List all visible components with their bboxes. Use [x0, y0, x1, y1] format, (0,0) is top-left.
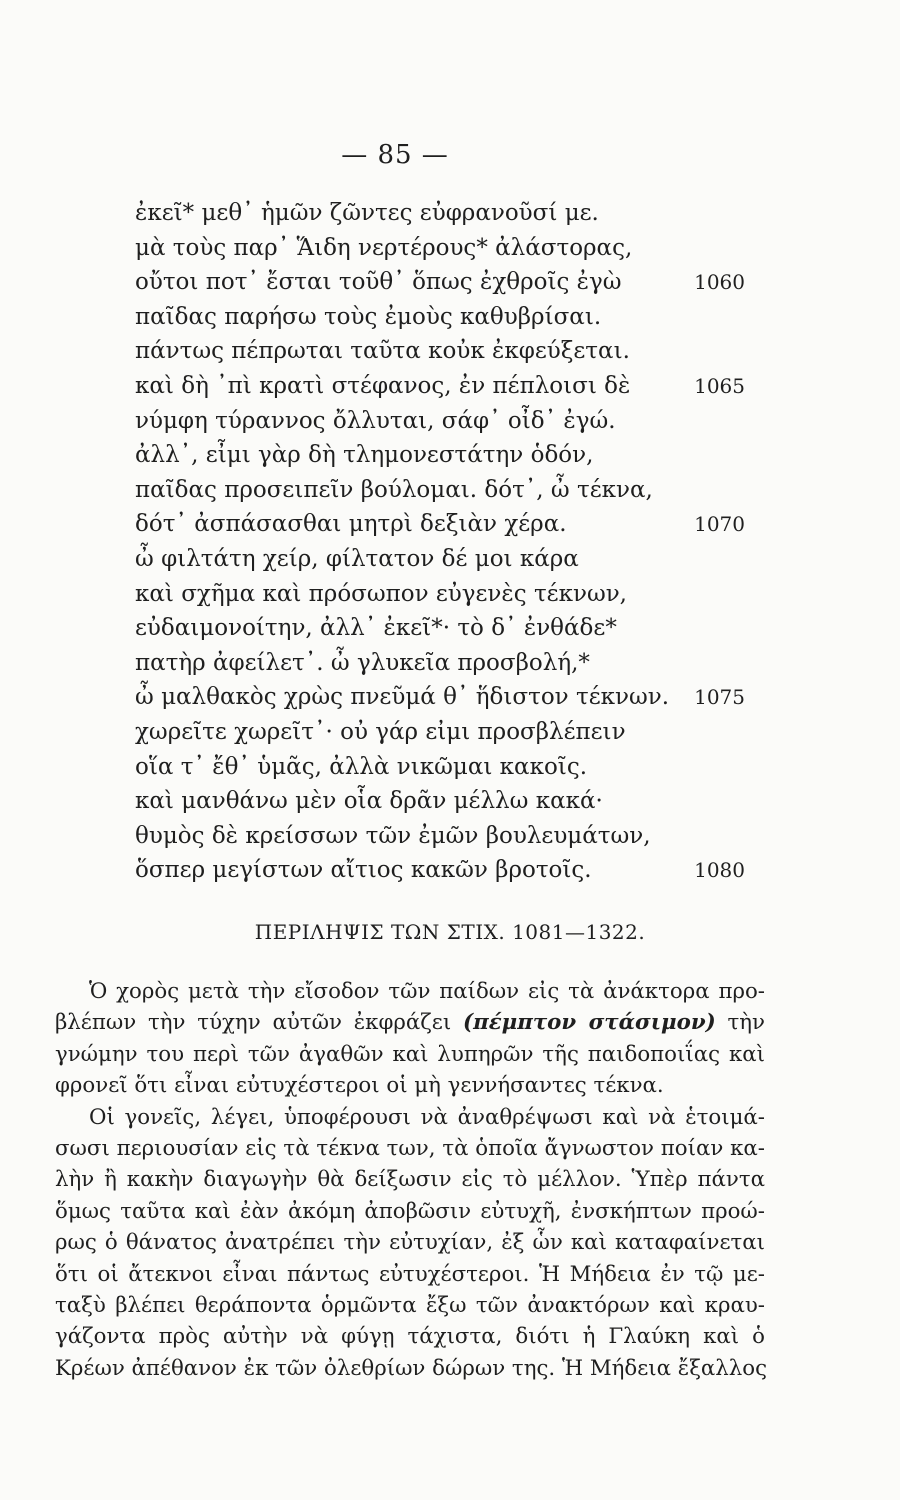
verse-line — [135, 680, 745, 715]
prose-line: γάζοντα πρὸς αὐτὴν νὰ φύγῃ τάχιστα, διότι ἡ Γλαύκη καὶ ὁ — [55, 1324, 765, 1350]
verse-text: ὦ μαλθακὸς χρὼς πνεῦμά θ᾽ ἥδιστον τέκνων. — [135, 684, 670, 711]
line-number: 1070 — [694, 512, 745, 537]
verse-text: οὔτοι ποτ᾽ ἔσται τοῦθ᾽ ὅπως ἐχθροῖς ἐγὼ — [135, 269, 622, 296]
prose-line: φρονεῖ ὅτι εἶναι εὐτυχέστεροι οἱ μὴ γεννήσαντες τέκνα. — [55, 1073, 664, 1099]
prose-line: λὴν ἢ κακὴν διαγωγὴν θὰ δείξωσιν εἰς τὸ μέλλον. Ὑπὲρ πάντα — [55, 1167, 765, 1193]
verse-line — [135, 715, 745, 750]
verse-line — [135, 473, 745, 508]
verse-line — [135, 438, 745, 473]
verse-text: μὰ τοὺς παρ᾽ Ἅιδη νερτέρους* ἀλάστορας, — [135, 234, 633, 261]
page-number: — 85 — — [341, 140, 449, 170]
verse-line — [135, 577, 745, 612]
prose-line: ρως ὁ θάνατος ἀνατρέπει τὴν εὐτυχίαν, ἐξ ὧν καὶ καταφαίνεται — [55, 1230, 765, 1256]
verse-line — [135, 507, 745, 542]
verse-text: ὅσπερ μεγίστων αἴτιος κακῶν βροτοῖς. — [135, 857, 592, 884]
line-number: 1080 — [694, 858, 745, 883]
prose-line: γνώμην του περὶ τῶν ἀγαθῶν καὶ λυπηρῶν τῆς παιδοποιΐας καὶ — [55, 1041, 765, 1067]
verse-line — [135, 265, 745, 300]
verse-text: παῖδας παρήσω τοὺς ἐμοὺς καθυβρίσαι. — [135, 303, 602, 330]
verse-text: καὶ σχῆμα καὶ πρόσωπον εὐγενὲς τέκνων, — [135, 580, 627, 607]
verse-line — [135, 542, 745, 577]
prose-line: ταξὺ βλέπει θεράποντα ὁρμῶντα ἔξω τῶν ἀνακτόρων καὶ κραυ- — [55, 1292, 765, 1318]
line-number: 1065 — [694, 373, 745, 398]
prose-line — [55, 1007, 765, 1038]
verse-text: ἀλλ᾽, εἶμι γὰρ δὴ τλημονεστάτην ὁδόν, — [135, 442, 594, 469]
verse-text: καὶ μανθάνω μὲν οἷα δρᾶν μέλλω κακά· — [135, 788, 603, 815]
verse-line — [135, 750, 745, 785]
prose-line: σωσι περιουσίαν εἰς τὰ τέκνα των, τὰ ὁποῖα ἄγνωστον ποίαν κα- — [55, 1135, 765, 1161]
verse-text: πατὴρ ἀφείλετ᾽. ὦ γλυκεῖα προσβολή,* — [135, 649, 590, 676]
verse-text: καὶ δὴ ᾽πὶ κρατὶ στέφανος, ἐν πέπλοισι δὲ — [135, 372, 631, 399]
verse-text: θυμὸς δὲ κρείσσων τῶν ἐμῶν βουλευμάτων, — [135, 822, 651, 849]
line-number: 1060 — [694, 270, 745, 295]
verse-text: παῖδας προσειπεῖν βούλομαι. δότ᾽, ὦ τέκνα, — [135, 476, 653, 503]
verse-text: οἵα τ᾽ ἔθ᾽ ὑμᾶς, ἀλλὰ νικῶμαι κακοῖς. — [135, 753, 588, 780]
verse-line — [135, 611, 745, 646]
verse-line — [135, 334, 745, 369]
verse-line — [135, 404, 745, 439]
verse-text: ὦ φιλτάτη χείρ, φίλτατον δέ μοι κάρα — [135, 545, 579, 572]
prose-text: βλέπων τὴν τύχην αὐτῶν ἐκφράζει — [55, 1010, 464, 1036]
verse-text: δότ᾽ ἀσπάσασθαι μητρὶ δεξιὰν χέρα. — [135, 511, 567, 538]
verse-line — [135, 369, 745, 404]
prose-text: τὴν — [715, 1010, 766, 1036]
verse-block — [135, 196, 745, 888]
verse-line — [135, 646, 745, 681]
verse-text: πάντως πέπρωται ταῦτα κοὐκ ἐκφεύξεται. — [135, 338, 630, 365]
verse-line — [135, 231, 745, 266]
line-number: 1075 — [694, 685, 745, 710]
verse-line — [135, 784, 745, 819]
verse-text: ἐκεῖ* μεθ᾽ ἡμῶν ζῶντες εὐφρανοῦσί με. — [135, 200, 599, 226]
verse-text: εὐδαιμονοίτην, ἀλλ᾽ ἐκεῖ*· τὸ δ᾽ ἐνθάδε* — [135, 615, 617, 642]
verse-line — [135, 819, 745, 854]
prose-line: Κρέων ἀπέθανον ἐκ τῶν ὀλεθρίων δώρων της. Ἡ Μήδεια ἔξαλλος — [55, 1355, 768, 1381]
prose-line: Οἱ γονεῖς, λέγει, ὑποφέρουσι νὰ ἀναθρέψωσι καὶ νὰ ἑτοιμά- — [89, 1104, 765, 1130]
prose-line: ὅμως ταῦτα καὶ ἐὰν ἀκόμη ἀποβῶσιν εὐτυχῆ, ἐνσκήπτων προώ- — [55, 1198, 765, 1224]
verse-text: νύμφη τύραννος ὄλλυται, σάφ᾽ οἶδ᾽ ἐγώ. — [135, 407, 616, 434]
section-heading: ΠΕΡΙΛΗΨΙΣ ΤΩΝ ΣΤΙΧ. 1081—1322. — [254, 920, 646, 944]
emphasized-term: (πέμπτον στάσιμον) — [463, 1010, 716, 1036]
verse-line — [135, 853, 745, 888]
summary-paragraphs — [55, 976, 768, 1384]
verse-line — [135, 196, 745, 231]
prose-line: ὅτι οἱ ἄτεκνοι εἶναι πάντως εὐτυχέστεροι. Ἡ Μήδεια ἐν τῷ με- — [55, 1261, 765, 1287]
verse-text: χωρεῖτε χωρεῖτ᾽· οὐ γάρ εἰμι προσβλέπειν — [135, 718, 626, 745]
prose-line: Ὁ χορὸς μετὰ τὴν εἴσοδον τῶν παίδων εἰς τὰ ἀνάκτορα προ- — [89, 979, 765, 1004]
verse-line — [135, 300, 745, 335]
